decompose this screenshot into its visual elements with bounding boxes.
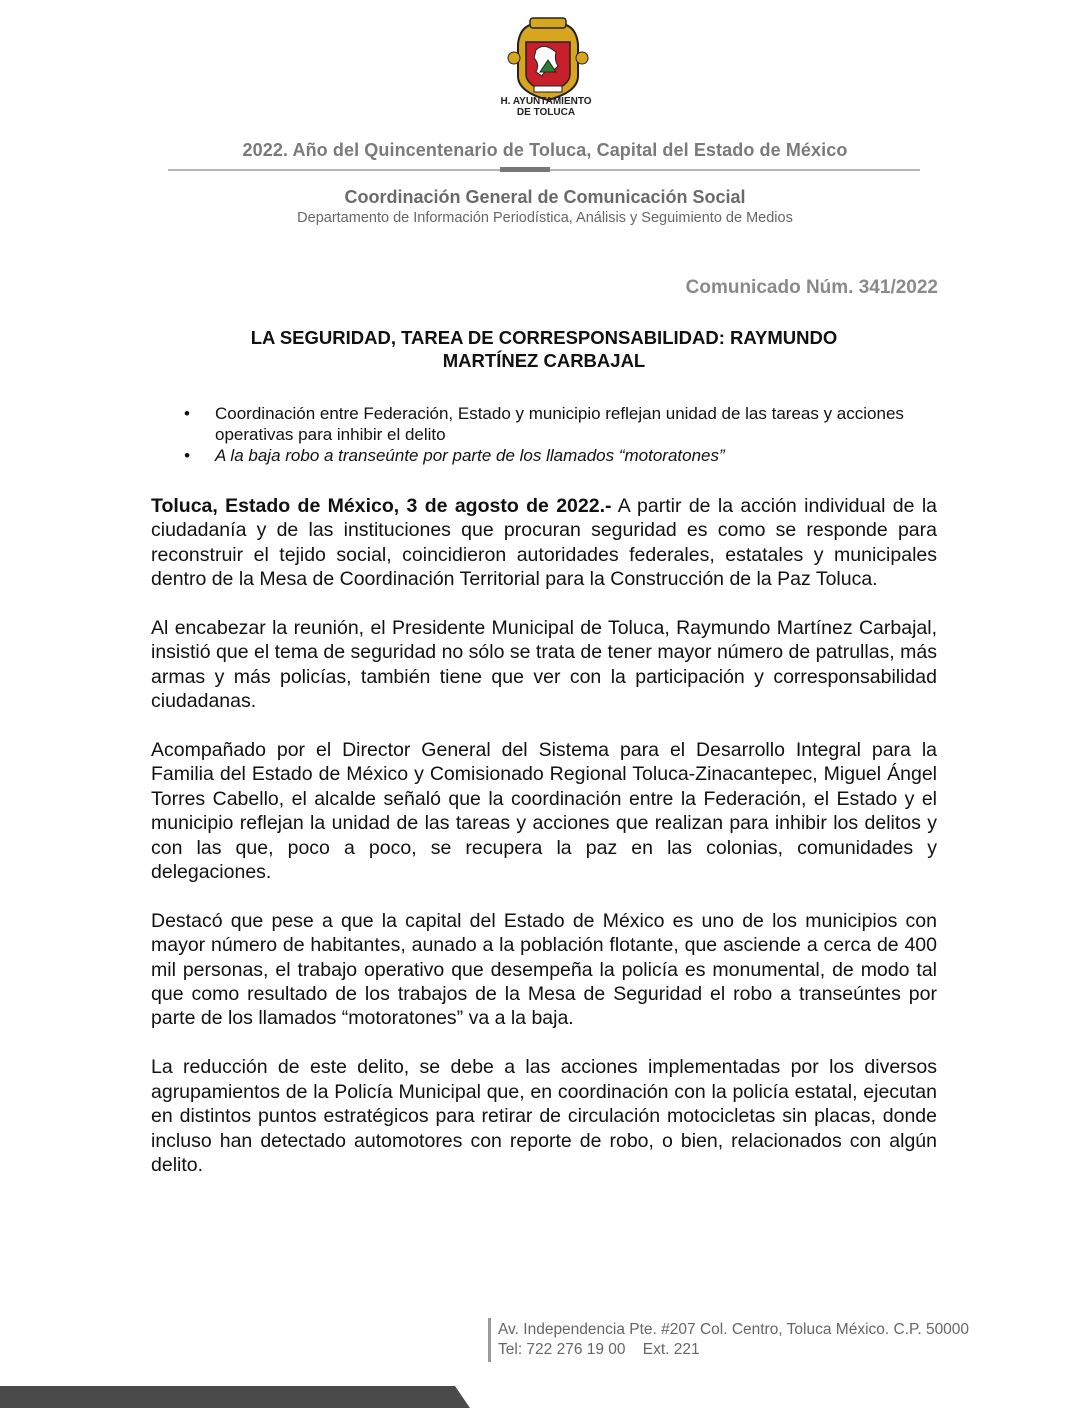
paragraph-text: A partir de la acción individual de la ciudadanía y de las instituciones que procuran seguridad es como se responde para reconstruir el tejido social, coincidieron autoridades federales, estatales y municipales dentro de la Mesa de Coordinación Territorial para la Construcción de la Paz Toluca. bbox=[151, 495, 938, 591]
footer-address: Av. Independencia Pte. #207 Col. Centro, Toluca México. C.P. 50000 bbox=[498, 1321, 970, 1338]
headline-line1: LA SEGURIDAD, TAREA DE CORRESPONSABILIDAD: RAYMUNDO bbox=[250, 327, 838, 348]
bullet-text: Coordinación entre Federación, Estado y municipio reflejan unidad de las tareas y acciones operativas para inhibir el delito bbox=[215, 404, 904, 444]
paragraph bbox=[151, 494, 937, 592]
banner-divider-accent bbox=[500, 167, 550, 172]
dateline: Toluca, Estado de México, 3 de agosto de 2022.- bbox=[151, 495, 612, 517]
article-body bbox=[151, 494, 937, 1202]
communique-number: Comunicado Núm. 341/2022 bbox=[685, 277, 938, 298]
bullet-dot-icon: • bbox=[184, 404, 190, 423]
logo-caption-line2: DE TOLUCA bbox=[516, 107, 576, 118]
bottom-decorative-band bbox=[0, 1386, 470, 1408]
paragraph: La reducción de este delito, se debe a las acciones implementadas por los diversos agrupamientos de la Policía Municipal que, en coordinación con la policía estatal, ejecutan en distintos puntos estratégicos para retirar de circulación motocicletas sin placas, donde incluso han detectado automotores con reporte de robo, o bien, relacionados con algún delito. bbox=[151, 1056, 937, 1176]
bullet-text: A la baja robo a transeúnte por parte de los llamados “motoratones” bbox=[215, 446, 725, 465]
department-subtitle: Departamento de Información Periodística, Análisis y Seguimiento de Medios bbox=[297, 210, 793, 226]
bullet-item bbox=[176, 403, 936, 445]
footer-phone: Tel: 722 276 19 00 Ext. 221 bbox=[498, 1341, 700, 1358]
paragraph: Acompañado por el Director General del Sistema para el Desarrollo Integral para la Familia del Estado de México y Comisionado Regional Toluca-Zinacantepec, Miguel Ángel Torres Cabello, el alcalde señaló que la coordinación entre la Federación, el Estado y el municipio reflejan la unidad de las tareas y acciones que realizan para inhibir los delitos y con las que, poco a poco, se recupera la paz en las colonias, comunidades y delegaciones. bbox=[151, 739, 937, 884]
coordination-title: Coordinación General de Comunicación Social bbox=[344, 187, 746, 207]
paragraph: Al encabezar la reunión, el Presidente Municipal de Toluca, Raymundo Martínez Carbajal, insistió que el tema de seguridad no sólo se trata de tener mayor número de patrullas, más armas y más policías, también tiene que ver con la participación y corresponsabilidad ciudadanas. bbox=[151, 617, 937, 713]
logo-caption-line1: H. AYUNTAMIENTO bbox=[500, 96, 592, 107]
footer-divider bbox=[488, 1318, 491, 1362]
summary-bullets bbox=[176, 403, 936, 466]
bullet-dot-icon: • bbox=[184, 446, 190, 465]
paragraph: Destacó que pese a que la capital del Estado de México es uno de los municipios con mayor número de habitantes, aunado a la población flotante, que asciende a cerca de 400 mil personas, el trabajo operativo que desempeña la policía es monumental, de modo tal que como resultado de los trabajos de la Mesa de Seguridad el robo a transeúntes por parte de los llamados “motoratones” va a la baja. bbox=[151, 909, 937, 1030]
headline-line2: MARTÍNEZ CARBAJAL bbox=[442, 350, 646, 371]
footer-contact bbox=[498, 1320, 969, 1360]
logo-caption bbox=[484, 96, 608, 118]
headline bbox=[180, 326, 908, 372]
year-banner: 2022. Año del Quincentenario de Toluca, Capital del Estado de México bbox=[242, 140, 848, 160]
bullet-item bbox=[176, 445, 936, 466]
